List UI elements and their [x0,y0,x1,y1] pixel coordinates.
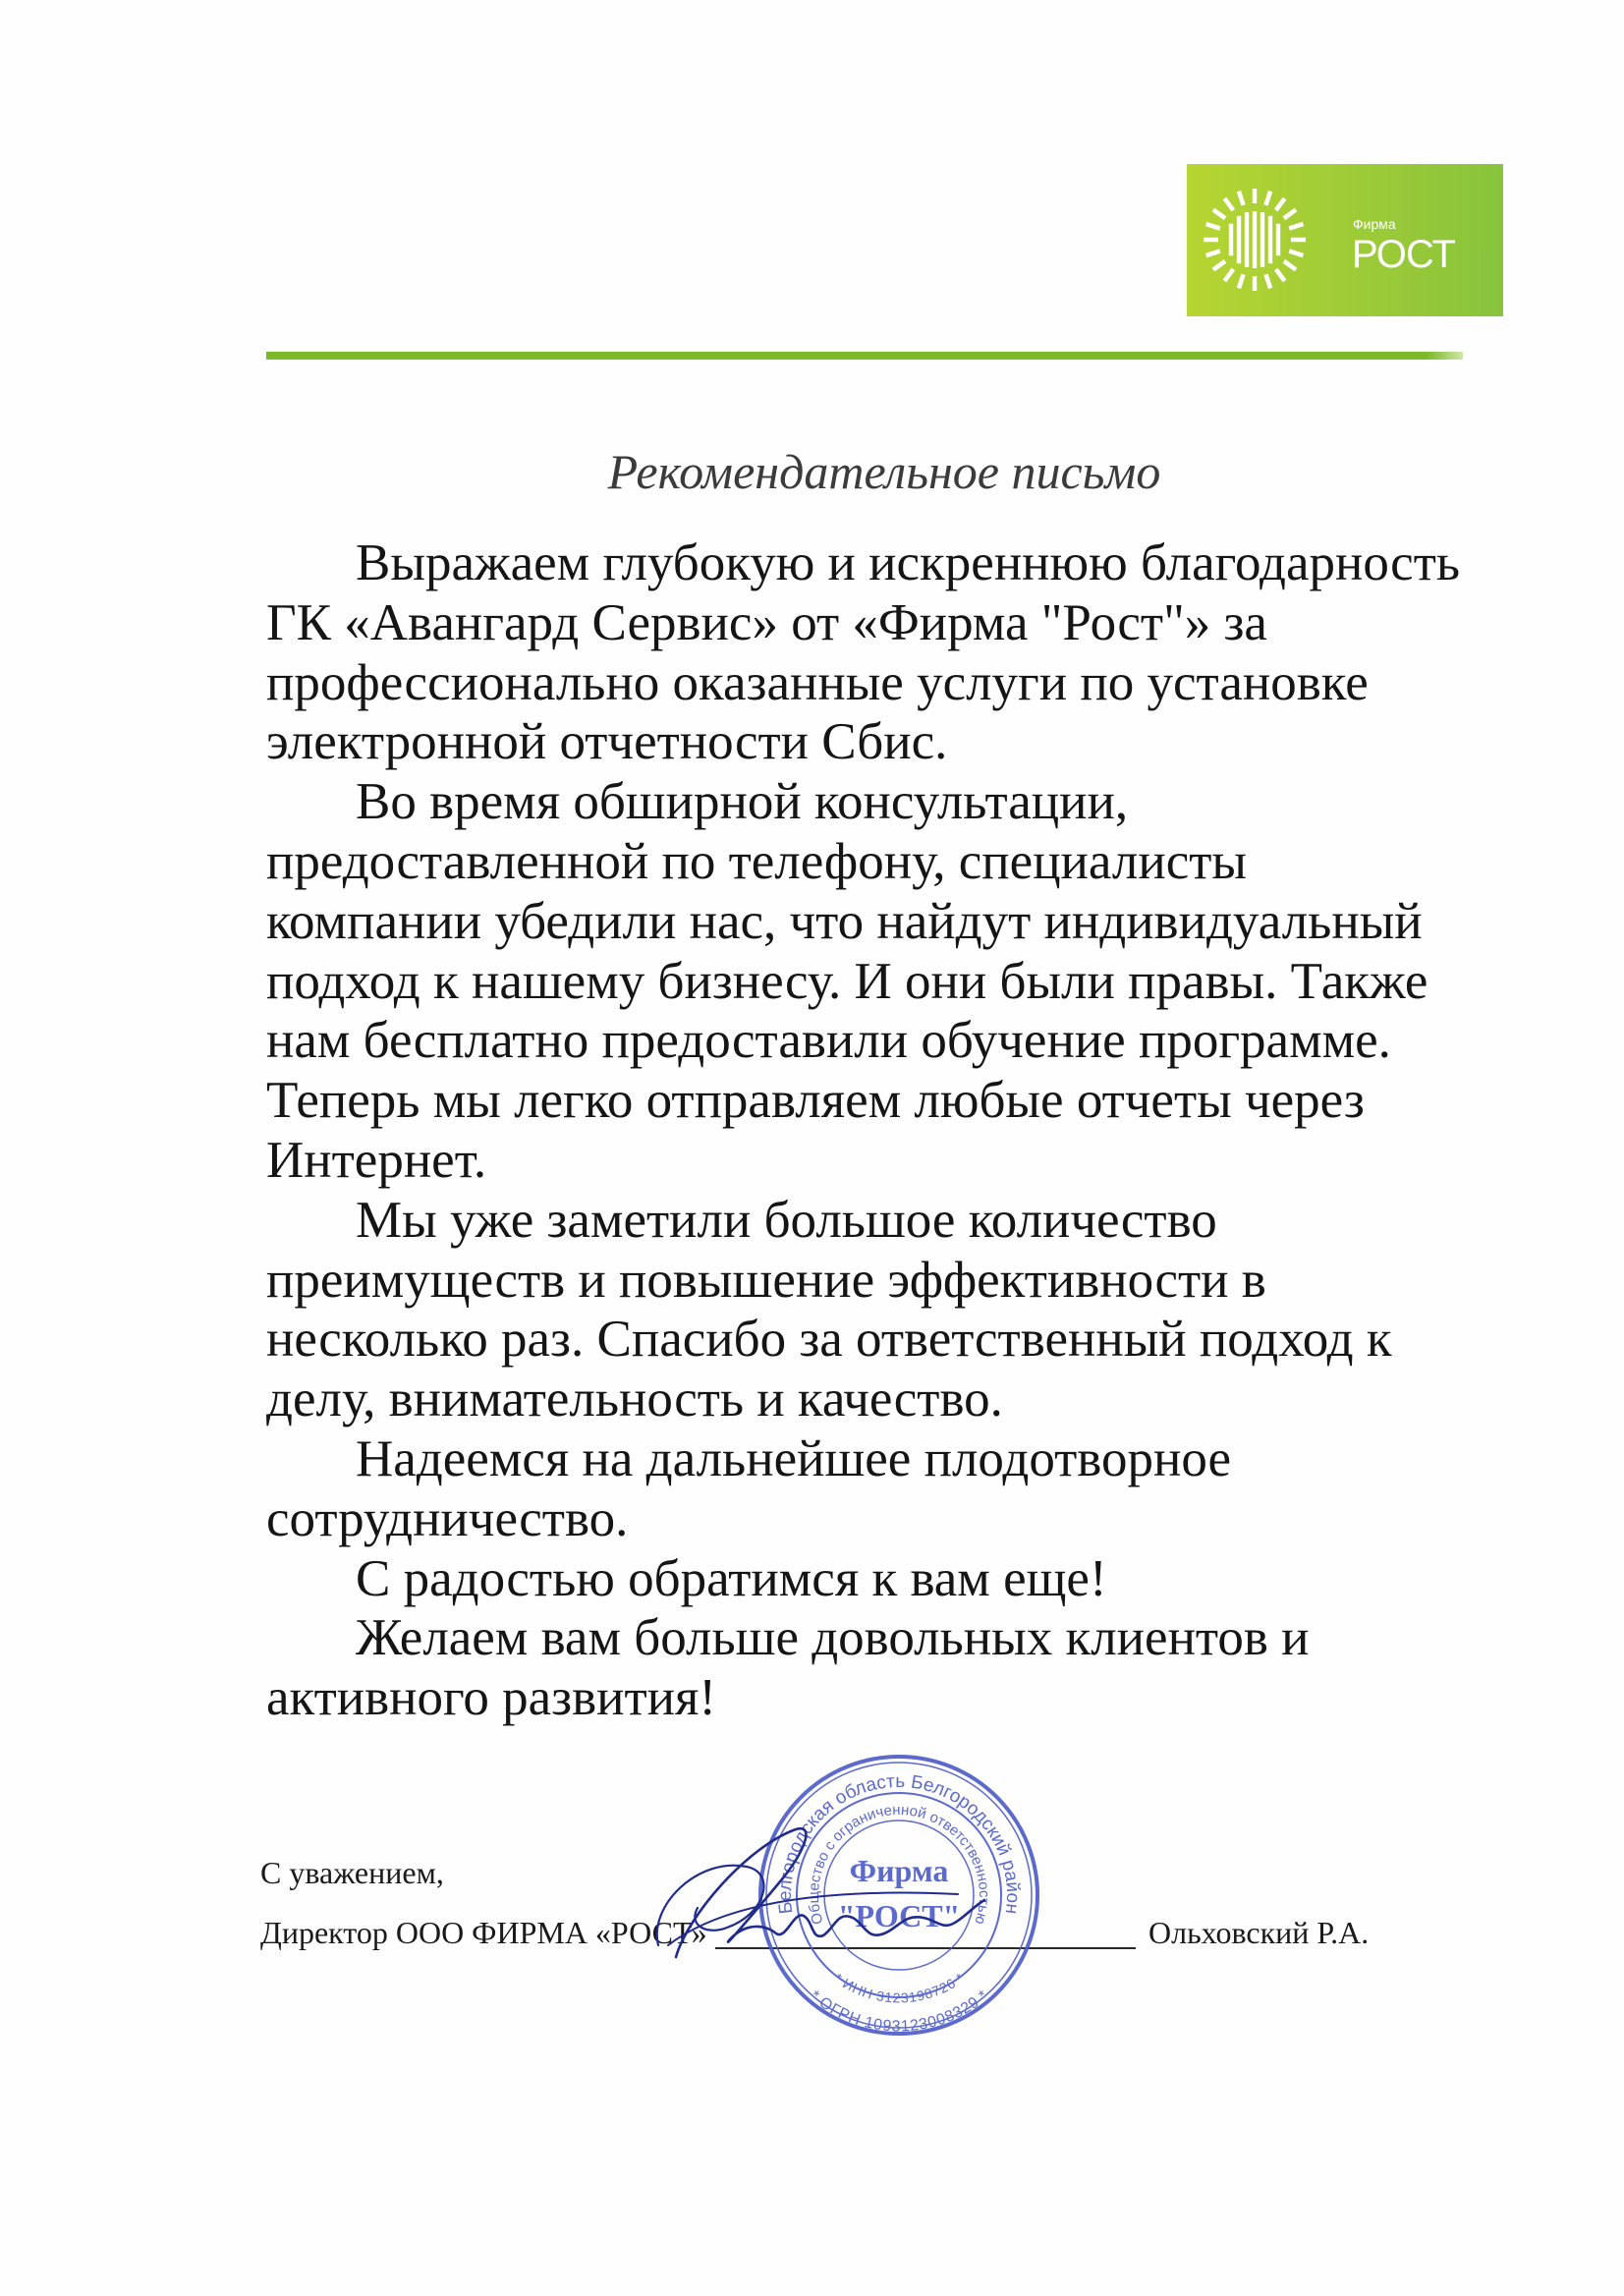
stamp-outer-bottom-text: * ОГРН 1093123008329 * [806,1988,992,2036]
stamp-center-line1: Фирма [849,1853,949,1888]
text-line: Теперь мы легко отправляем любые отчеты через [266,1072,1365,1130]
signature-stroke-sweep [668,1893,958,1945]
text-line: делу, внимательность и качество. [266,1371,1003,1428]
paragraph [266,1191,1460,1429]
sun-rays-icon [1201,183,1309,297]
company-logo [1187,164,1503,316]
signer-title: Директор ООО ФИРМА «РОСТ» [260,1915,707,1950]
text-line: предоставленной по телефону, специалисты [266,832,1248,890]
closing-regards: С уважением, [260,1855,444,1890]
letter-title: Рекомендательное письмо [607,444,1161,499]
text-line: Желаем вам больше довольных клиентов и [356,1609,1310,1667]
logo-small-text: Фирма [1353,216,1396,232]
paragraph [266,772,1460,1191]
text-line: электронной отчетности Сбис. [266,713,948,771]
handwritten-signature [629,1798,1041,1994]
paragraph [266,1549,1460,1609]
text-line: сотрудничество. [266,1489,629,1547]
stamp-outer-top-text: Белгородская область Белгородский район [774,1770,1024,1916]
text-line: ГК «Авангард Сервис» от «Фирма "Рост"» за [266,593,1267,651]
text-line: подход к нашему бизнесу. И они были правы. Также [266,952,1428,1010]
text-line: активного развития! [266,1669,717,1727]
text-line: Интернет. [266,1131,487,1189]
text-line: С радостью обратимся к вам еще! [356,1549,1107,1607]
signature-stroke-loop [657,1866,764,1945]
stamp-inner-bottom-text: * ИНН 3123198726 * [831,1970,967,2006]
logo-big-text: РОСТ [1352,233,1455,276]
text-line: Выражаем глубокую и искреннюю благодарность [356,534,1461,591]
letter-body [266,533,1460,1728]
stamp-center-line2: "РОСТ" [837,1898,961,1933]
text-line: Во время обширной консультации, [356,773,1129,831]
paragraph [266,1429,1460,1549]
text-line: несколько раз. Спасибо за ответственный подход к [266,1311,1392,1369]
paragraph [266,533,1460,772]
text-line: Надеемся на дальнейшее плодотворное [356,1429,1231,1487]
paragraph [266,1608,1460,1728]
stamp-inner-top-text: Общество с ограниченной ответственностью [805,1801,993,1927]
header-divider [266,352,1463,360]
text-line: преимуществ и повышение эффективности в [266,1251,1266,1309]
text-line: профессионально оказанные услуги по установке [266,653,1369,711]
text-line: нам бесплатно предоставили обучение программе. [266,1012,1391,1070]
signer-name: Ольховский Р.А. [1148,1915,1370,1950]
text-line: компании убедили нас, что найдут индивидуальный [266,892,1423,950]
text-line: Мы уже заметили большое количество [356,1191,1217,1249]
